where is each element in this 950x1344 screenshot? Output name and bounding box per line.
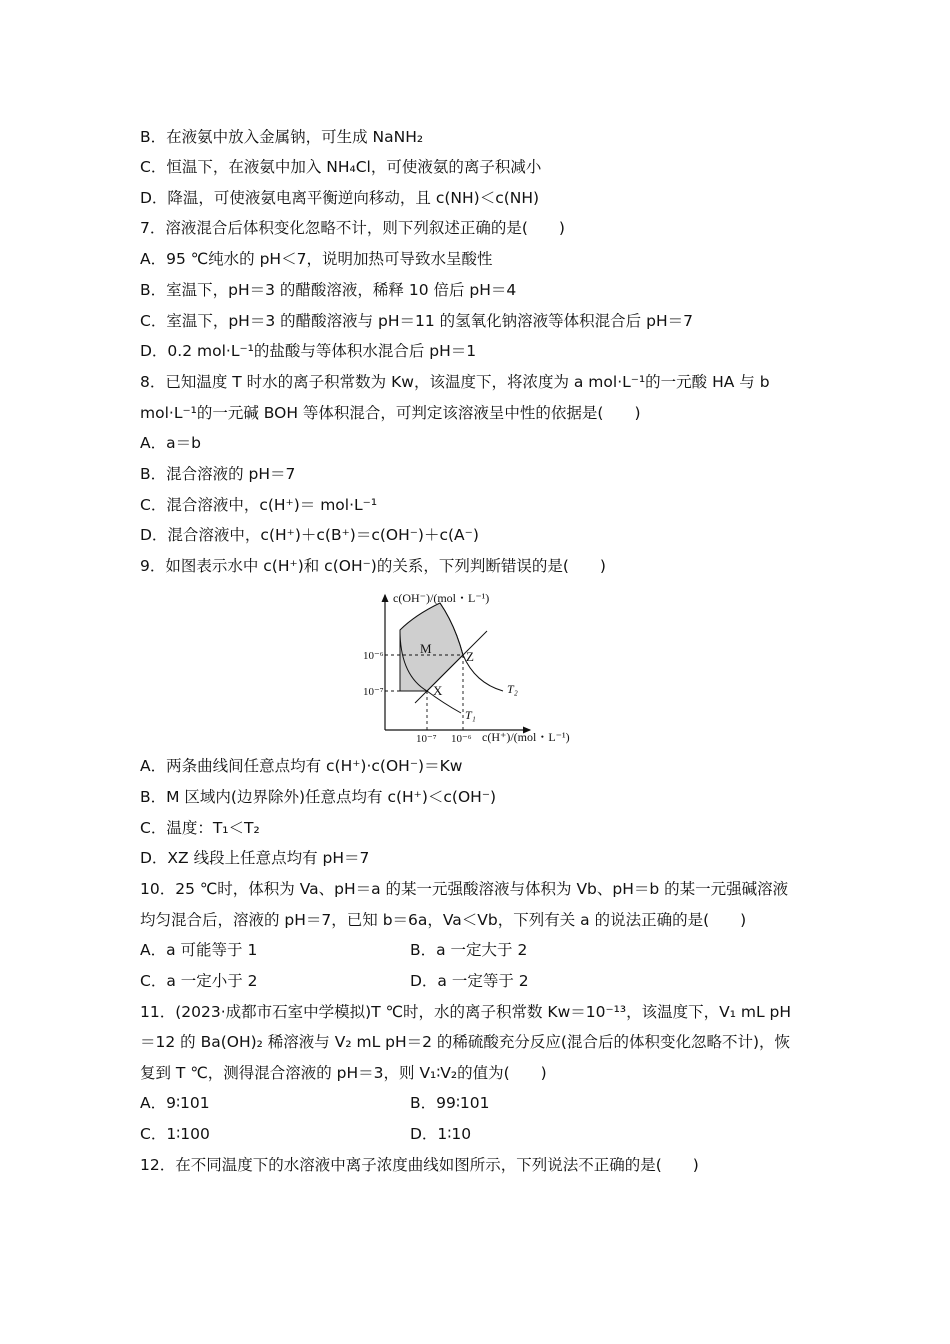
q8-option-a: A．a＝b [140,434,201,452]
y-axis-label: c(OH⁻)/(mol・L⁻¹) [393,591,490,605]
q11-stem-line3: 复到 T ℃，测得混合溶液的 pH＝3，则 V₁∶V₂的值为( ) [140,1064,547,1082]
q9-option-a: A．两条曲线间任意点均有 c(H⁺)·c(OH⁻)＝Kw [140,757,463,775]
q6-option-d: D．降温，可使液氨电离平衡逆向移动，且 c(NH)＜c(NH) [140,189,540,207]
tick-y-1e6: 10⁻⁶ [363,650,384,662]
q10-option-a: A．a 可能等于 1 [140,941,258,959]
point-z-label: Z [466,649,474,664]
q10-option-b: B．a 一定大于 2 [410,941,528,959]
q6-option-c: C．恒温下，在液氨中加入 NH₄Cl，可使液氨的离子积减小 [140,158,542,176]
q9-stem: 9．如图表示水中 c(H⁺)和 c(OH⁻)的关系，下列判断错误的是( ) [140,557,606,575]
curve-t2-label: T₂ [507,682,518,696]
q7-stem: 7．溶液混合后体积变化忽略不计，则下列叙述正确的是( ) [140,219,565,237]
q10-stem-line2: 均匀混合后，溶液的 pH＝7，已知 b＝6a，Va＜Vb，下列有关 a 的说法正确的是( ) [140,911,747,929]
q10-option-d: D．a 一定等于 2 [410,972,529,990]
q9-option-d: D．XZ 线段上任意点均有 pH＝7 [140,849,370,867]
q12-stem: 12．在不同温度下的水溶液中离子浓度曲线如图所示，下列说法不正确的是( ) [140,1156,699,1174]
q10-stem-line1: 10．25 ℃时，体积为 Va、pH＝a 的某一元强酸溶液与体积为 Vb、pH＝b 的某一元强碱溶液 [140,880,789,898]
water-ion-product-figure [355,585,600,750]
tick-x-1e7: 10⁻⁷ [416,733,437,745]
q6-option-b: B．在液氨中放入金属钠，可生成 NaNH₂ [140,128,424,146]
q7-option-a: A．95 ℃纯水的 pH＜7，说明加热可导致水呈酸性 [140,250,493,268]
q8-option-d: D．混合溶液中，c(H⁺)＋c(B⁺)＝c(OH⁻)＋c(A⁻) [140,526,479,544]
curve-t1-label: T₁ [465,708,476,722]
q8-stem-line2: mol·L⁻¹的一元碱 BOH 等体积混合，可判定该溶液呈中性的依据是( ) [140,404,641,422]
q11-stem-line1: 11．(2023·成都市石室中学模拟)T ℃时，水的离子积常数 Kw＝10⁻¹³，该温度下，V₁ mL pH [140,1003,791,1021]
q7-option-c: C．室温下，pH＝3 的醋酸溶液与 pH＝11 的氢氧化钠溶液等体积混合后 pH＝7 [140,312,693,330]
q11-option-c: C．1∶100 [140,1125,210,1143]
q7-option-b: B．室温下，pH＝3 的醋酸溶液，稀释 10 倍后 pH＝4 [140,281,517,299]
q11-option-b: B．99∶101 [410,1094,490,1112]
q9-option-b: B．M 区域内(边界除外)任意点均有 c(H⁺)＜c(OH⁻) [140,788,497,806]
region-m-label: M [420,641,432,656]
x-axis-label: c(H⁺)/(mol・L⁻¹) [482,730,570,744]
q8-option-b: B．混合溶液的 pH＝7 [140,465,296,483]
q7-option-d: D．0.2 mol·L⁻¹的盐酸与等体积水混合后 pH＝1 [140,342,477,360]
q11-option-d: D．1∶10 [410,1125,472,1143]
q10-option-c: C．a 一定小于 2 [140,972,258,990]
q9-option-c: C．温度：T₁＜T₂ [140,819,260,837]
q11-stem-line2: ＝12 的 Ba(OH)₂ 稀溶液与 V₂ mL pH＝2 的稀硫酸充分反应(混合后的体积变化忽略不计)，恢 [140,1033,791,1051]
tick-y-1e7: 10⁻⁷ [363,686,384,698]
q8-option-c: C．混合溶液中，c(H⁺)＝ mol·L⁻¹ [140,496,378,514]
tick-x-1e6: 10⁻⁶ [451,733,472,745]
point-x-label: X [433,683,443,698]
q8-stem-line1: 8．已知温度 T 时水的离子积常数为 Kw，该温度下，将浓度为 a mol·L⁻¹的一元酸 HA 与 b [140,373,770,391]
q11-option-a: A．9∶101 [140,1094,210,1112]
